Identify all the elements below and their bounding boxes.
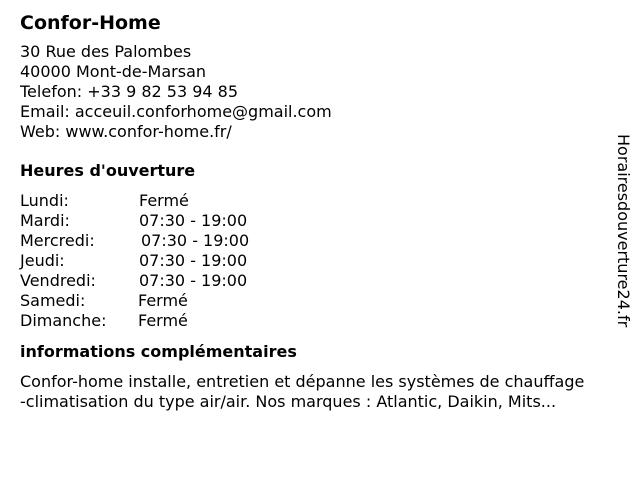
hours-time: Fermé: [138, 311, 188, 330]
business-name: Confor-Home: [20, 12, 161, 34]
additional-info-line: -climatisation du type air/air. Nos marques : Atlantic, Daikin, Mits...: [20, 392, 557, 411]
additional-info-heading: informations complémentaires: [20, 342, 297, 361]
hours-time: 07:30 - 19:00: [139, 271, 248, 290]
hours-time: 07:30 - 19:00: [139, 211, 248, 230]
hours-row-dimanche: [20, 311, 620, 331]
hours-day: Vendredi:: [20, 271, 96, 290]
hours-time: Fermé: [138, 291, 188, 310]
additional-info-text: [20, 372, 640, 412]
additional-info-line: Confor-home installe, entretien et dépanne les systèmes de chauffage: [20, 372, 585, 391]
watermark-text: Horairesdouverture24.fr: [614, 134, 633, 328]
source-watermark: [612, 134, 634, 346]
hours-row-mardi: [20, 211, 620, 231]
website-text: Web: www.confor-home.fr/: [20, 122, 232, 141]
business-card: [20, 10, 620, 412]
hours-day: Mardi:: [20, 211, 70, 230]
hours-day: Samedi:: [20, 291, 86, 310]
hours-row-jeudi: [20, 251, 620, 271]
email-text: Email: acceuil.conforhome@gmail.com: [20, 102, 332, 121]
address-city: 40000 Mont-de-Marsan: [20, 62, 207, 81]
opening-hours-table: [20, 191, 620, 331]
hours-row-vendredi: [20, 271, 620, 291]
hours-day: Lundi:: [20, 191, 69, 210]
hours-row-samedi: [20, 291, 620, 311]
hours-day: Jeudi:: [20, 251, 65, 270]
hours-row-lundi: [20, 191, 620, 211]
hours-day: Mercredi:: [20, 231, 95, 250]
phone-text: Telefon: +33 9 82 53 94 85: [20, 82, 239, 101]
contact-block: [20, 42, 620, 142]
address-street: 30 Rue des Palombes: [20, 42, 192, 61]
opening-hours-heading: Heures d'ouverture: [20, 161, 196, 180]
hours-time: Fermé: [139, 191, 189, 210]
hours-row-mercredi: [20, 231, 620, 251]
hours-time: 07:30 - 19:00: [139, 251, 248, 270]
hours-day: Dimanche:: [20, 311, 107, 330]
hours-time: 07:30 - 19:00: [141, 231, 250, 250]
